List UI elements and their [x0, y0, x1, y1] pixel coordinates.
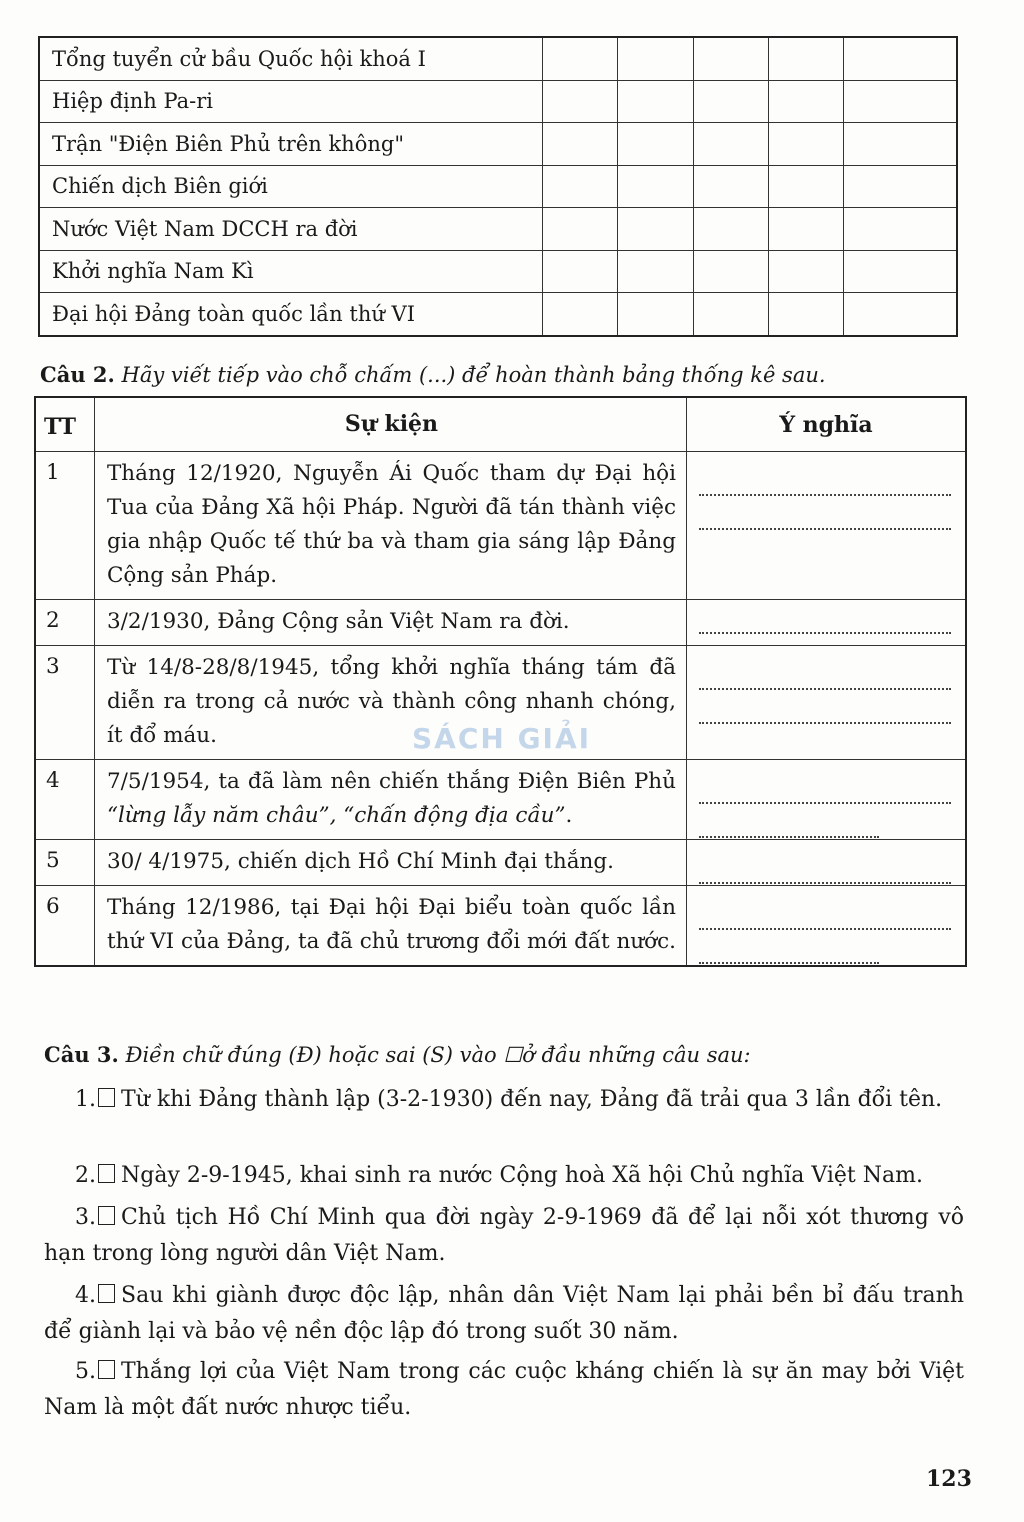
statement-item: [44, 1082, 964, 1118]
table-row: [39, 250, 957, 293]
blank-cell: [693, 293, 768, 336]
statement-number: 1.: [75, 1087, 96, 1112]
question-3-label: Câu 3.: [44, 1042, 119, 1067]
answer-checkbox[interactable]: [98, 1164, 115, 1183]
blank-cell: [543, 37, 618, 80]
table-row: [39, 80, 957, 123]
row-number: 4: [35, 760, 94, 840]
event-label: Chiến dịch Biên giới: [39, 165, 543, 208]
table-row: [35, 840, 966, 886]
statement-text: Từ khi Đảng thành lập (3-2-1930) đến nay, Đảng đã trải qua 3 lần đổi tên.: [121, 1087, 943, 1112]
row-number: 3: [35, 646, 94, 760]
meaning-blank[interactable]: [687, 840, 967, 886]
blank-cell: [769, 80, 844, 123]
statement-text: Sau khi giành được độc lập, nhân dân Việt Nam lại phải bền bỉ đấu tranh để giành lại và bảo vệ nền độc lập đó trong suốt 30 năm.: [44, 1283, 964, 1344]
blank-cell: [693, 80, 768, 123]
statement-text: Chủ tịch Hồ Chí Minh qua đời ngày 2-9-1969 đã để lại nỗi xót thương vô hạn trong lòng người dân Việt Nam.: [44, 1205, 964, 1266]
watermark-logo: SÁCH GIẢI: [412, 722, 592, 755]
blank-cell: [618, 123, 693, 166]
answer-checkbox[interactable]: [98, 1206, 115, 1225]
blank-cell: [618, 293, 693, 336]
table-row: [35, 600, 966, 646]
page-number: 123: [926, 1466, 972, 1492]
meaning-blank[interactable]: [687, 886, 967, 967]
blank-cell: [618, 250, 693, 293]
blank-cell: [618, 208, 693, 251]
statement-item: [44, 1354, 964, 1426]
table-header-row: [35, 397, 966, 452]
blank-cell: [693, 208, 768, 251]
statement-text: Ngày 2-9-1945, khai sinh ra nước Cộng hoà Xã hội Chủ nghĩa Việt Nam.: [121, 1163, 923, 1188]
statement-item: [44, 1158, 964, 1194]
event-text-part: .: [565, 803, 573, 828]
event-label: Tổng tuyển cử bầu Quốc hội khoá I: [39, 37, 543, 80]
meaning-blank[interactable]: [687, 760, 967, 840]
blank-cell: [844, 208, 957, 251]
statement-number: 2.: [75, 1163, 96, 1188]
table-row: [39, 208, 957, 251]
table-row: [39, 123, 957, 166]
blank-cell: [543, 250, 618, 293]
statement-text: Thắng lợi của Việt Nam trong các cuộc kháng chiến là sự ăn may bởi Việt Nam là một đất nước nhược tiểu.: [44, 1359, 964, 1420]
event-text: [94, 760, 686, 840]
table-row: [35, 452, 966, 600]
event-text: 3/2/1930, Đảng Cộng sản Việt Nam ra đời.: [94, 600, 686, 646]
table-row: [35, 886, 966, 967]
blank-cell: [769, 123, 844, 166]
blank-cell: [693, 250, 768, 293]
table-row: [39, 293, 957, 336]
blank-cell: [769, 293, 844, 336]
question-3-instruction: Điền chữ đúng (Đ) hoặc sai (S) vào ☐ở đầu những câu sau:: [125, 1043, 751, 1067]
blank-cell: [769, 208, 844, 251]
blank-cell: [693, 165, 768, 208]
blank-cell: [543, 208, 618, 251]
row-number: 1: [35, 452, 94, 600]
table-row: [39, 165, 957, 208]
row-number: 2: [35, 600, 94, 646]
meaning-blank[interactable]: [687, 646, 967, 760]
blank-cell: [844, 123, 957, 166]
event-label: Khởi nghĩa Nam Kì: [39, 250, 543, 293]
blank-cell: [693, 123, 768, 166]
answer-checkbox[interactable]: [98, 1284, 115, 1303]
event-label: Nước Việt Nam DCCH ra đời: [39, 208, 543, 251]
event-label: Đại hội Đảng toàn quốc lần thứ VI: [39, 293, 543, 336]
events-meaning-table: [34, 396, 967, 967]
statement-item: [44, 1278, 964, 1350]
answer-checkbox[interactable]: [98, 1360, 115, 1379]
events-timeline-table: [38, 36, 958, 337]
row-number: 6: [35, 886, 94, 967]
blank-cell: [543, 165, 618, 208]
blank-cell: [618, 80, 693, 123]
question-2-instruction: Hãy viết tiếp vào chỗ chấm (...) để hoàn thành bảng thống kê sau.: [121, 363, 826, 387]
event-label: Hiệp định Pa-ri: [39, 80, 543, 123]
statement-number: 5.: [75, 1359, 96, 1384]
event-label: Trận "Điện Biên Phủ trên không": [39, 123, 543, 166]
question-3-heading: [44, 1042, 751, 1067]
blank-cell: [769, 250, 844, 293]
column-header-y-nghia: Ý nghĩa: [687, 397, 967, 452]
question-2-heading: [40, 362, 826, 387]
blank-cell: [543, 293, 618, 336]
blank-cell: [844, 293, 957, 336]
event-text: Tháng 12/1920, Nguyễn Ái Quốc tham dự Đại hội Tua của Đảng Xã hội Pháp. Người đã tán thành việc gia nhập Quốc tế thứ ba và tham gia sáng lập Đảng Cộng sản Pháp.: [94, 452, 686, 600]
blank-cell: [543, 80, 618, 123]
blank-cell: [844, 37, 957, 80]
meaning-blank[interactable]: [687, 600, 967, 646]
blank-cell: [844, 80, 957, 123]
event-text: Tháng 12/1986, tại Đại hội Đại biểu toàn quốc lần thứ VI của Đảng, ta đã chủ trương đổi mới đất nước.: [94, 886, 686, 967]
blank-cell: [769, 37, 844, 80]
table-row: [39, 37, 957, 80]
row-number: 5: [35, 840, 94, 886]
column-header-su-kien: Sự kiện: [94, 397, 686, 452]
blank-cell: [844, 165, 957, 208]
statement-number: 4.: [75, 1283, 96, 1308]
statement-number: 3.: [75, 1205, 96, 1230]
meaning-blank[interactable]: [687, 452, 967, 600]
blank-cell: [618, 165, 693, 208]
table-row: [35, 760, 966, 840]
blank-cell: [769, 165, 844, 208]
statement-item: [44, 1200, 964, 1272]
blank-cell: [543, 123, 618, 166]
blank-cell: [693, 37, 768, 80]
blank-cell: [618, 37, 693, 80]
event-text: Từ 14/8-28/8/1945, tổng khởi nghĩa tháng tám đã diễn ra trong cả nước và thành công nhanh chóng, ít đổ máu.: [94, 646, 686, 760]
event-text-part: 7/5/1954, ta đã làm nên chiến thắng Điện Biên Phủ: [106, 769, 676, 794]
blank-cell: [844, 250, 957, 293]
event-quote: “lừng lẫy năm châu”, “chấn động địa cầu”: [106, 803, 566, 828]
column-header-tt: TT: [35, 397, 94, 452]
answer-checkbox[interactable]: [98, 1088, 115, 1107]
question-2-label: Câu 2.: [40, 362, 115, 387]
event-text: 30/ 4/1975, chiến dịch Hồ Chí Minh đại thắng.: [94, 840, 686, 886]
